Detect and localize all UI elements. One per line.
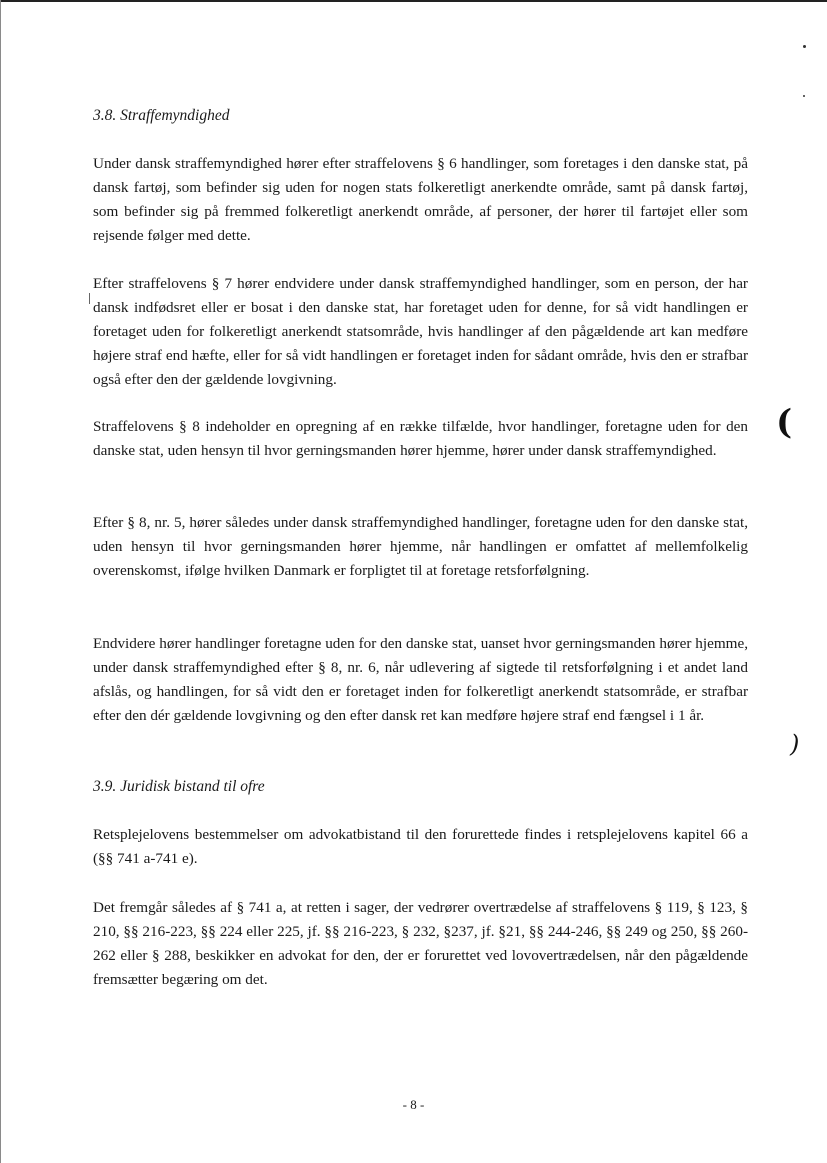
section-heading-3-8: 3.8. Straffemyndighed [93,107,230,124]
page-number: - 8 - [402,1097,425,1112]
top-border-line [0,0,827,2]
paragraph-3-9-1: Retsplejelovens bestemmelser om advokatbistand til den forurettede findes i retsplejelovens kapitel 66 a (§§ 741 a-741 e). [93,826,748,867]
paragraph-3-8-5: Endvidere hører handlinger foretagne uden for den danske stat, uanset hvor gerningsmanden hører hjemme, under dansk straffemyndighed efter § 8, nr. 6, når udlevering af sigtede til retsforfølgning i et andet land afslås, og handlingen, for så vidt den er foretaget inden for folkeretligt anerkendt statsområde, er strafbar efter den dér gældende lovgivning og den efter dansk ret kan medføre højere straf end fængsel i 1 år. [93,635,748,724]
scan-dot-lower [803,95,805,97]
section-heading-3-9: 3.9. Juridisk bistand til ofre [93,778,265,795]
margin-bracket-lower: ) [790,730,800,758]
left-border-line [0,0,1,1163]
paragraph-3-8-4: Efter § 8, nr. 5, hører således under dansk straffemyndighed handlinger, foretagne uden for den danske stat, uden hensyn til hvor gerningsmanden hører hjemme, når handlingen er omfattet af mellemfolkelig overenskomst, ifølge hvilken Danmark er forpligtet til at foretage retsforfølgning. [93,514,748,579]
paragraph-3-8-1: Under dansk straffemyndighed hører efter straffelovens § 6 handlinger, som foretages i den danske stat, på dansk fartøj, som befinder sig uden for nogen stats folkeretligt anerkendte område, samt på dansk fartøj, som befinder sig på fremmed folkeretligt anerkendt område, af personer, der hører til fartøjet eller som rejsende følger med dette. [93,155,748,244]
margin-bracket-upper: ) [776,404,793,444]
paragraph-3-9-2: Det fremgår således af § 741 a, at retten i sager, der vedrører overtrædelse af straffelovens § 119, § 123, § 210, §§ 216-223, §§ 224 eller 225, jf. §§ 216-223, § 232, §237, jf. §21, §§ 244-246, §§ 249 og 250, §§ 260-262 eller § 288, beskikker en advokat for den, der er forurettet ved lovovertrædelsen, når den pågældende fremsætter begæring om det. [93,899,748,988]
margin-tick [89,293,90,304]
paragraph-3-8-2: Efter straffelovens § 7 hører endvidere under dansk straffemyndighed handlinger, som en person, der har dansk indfødsret eller er bosat i den danske stat, har foretaget uden for denne, for så vidt handlingen er foretaget uden for folkeretligt anerkendt statsområde, hvis handlinger af den pågældende art kan medføre højere straf end hæfte, eller for så vidt handlingen er foretaget inden for sådant område, hvis den er strafbar også efter den der gældende lovgivning. [93,275,748,388]
paragraph-3-8-3: Straffelovens § 8 indeholder en opregning af en række tilfælde, hvor handlinger, foretagne uden for den danske stat, uden hensyn til hvor gerningsmanden hører hjemme, hører under dansk straffemyndighed. [93,418,748,459]
scan-dot-upper [803,45,806,48]
